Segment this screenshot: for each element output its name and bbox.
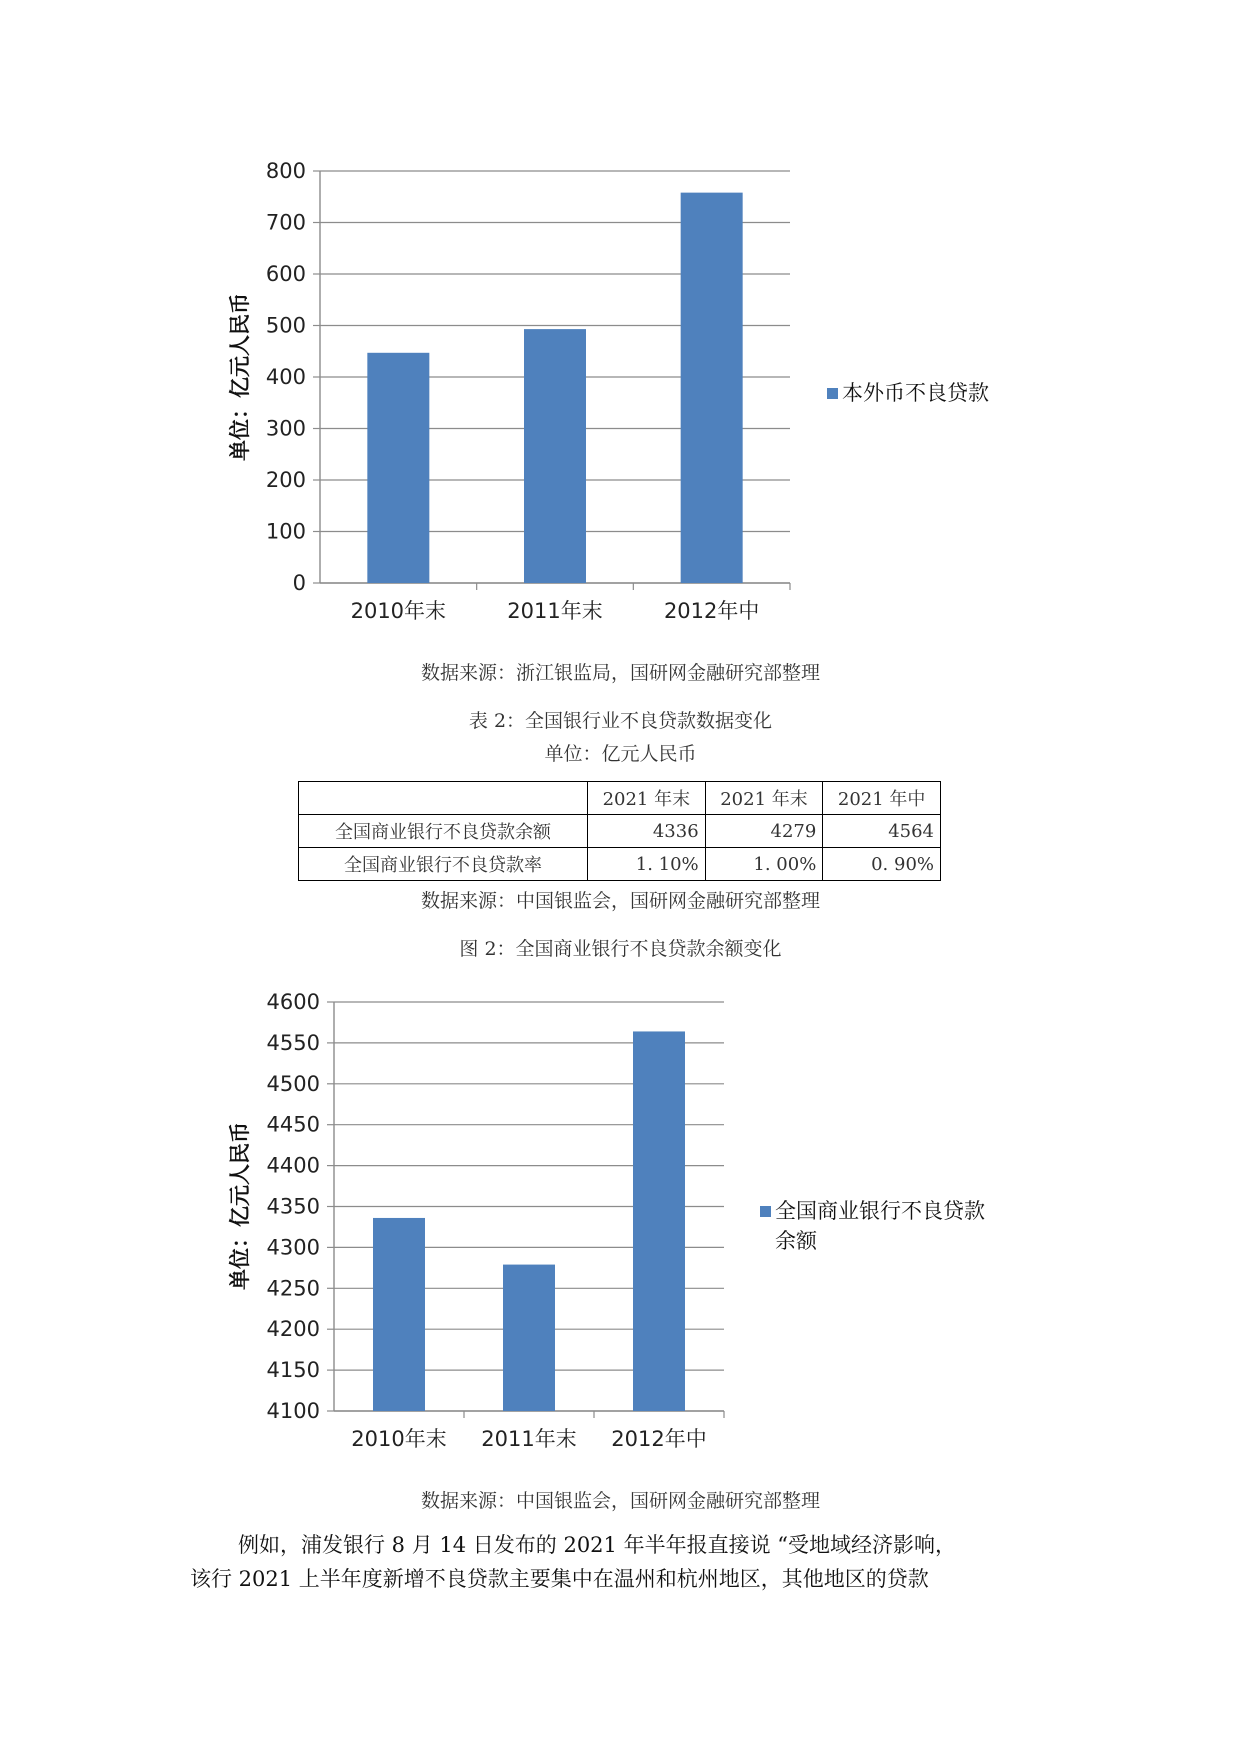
legend-label: 本外币不良贷款	[842, 381, 989, 405]
y-tick-label: 4150	[266, 1358, 320, 1383]
x-tick-label: 2010年末	[350, 599, 447, 623]
table-unit: 单位：亿元人民币	[544, 743, 697, 765]
x-tick-label: 2012年中	[611, 1427, 707, 1451]
x-tick-label: 2011年末	[507, 599, 603, 623]
y-tick-label: 400	[265, 365, 306, 389]
npl-chart-national	[0, 980, 1241, 1470]
legend-swatch	[760, 1206, 771, 1217]
chart1-source: 数据来源：浙江银监局，国研网金融研究部整理	[420, 662, 820, 684]
y-tick-label: 4450	[266, 1112, 320, 1137]
table-cell: 4564	[823, 815, 941, 848]
y-tick-label: 0	[292, 571, 306, 595]
npl-chart-zhejiang	[0, 0, 1241, 640]
legend-label: 余额	[775, 1229, 817, 1253]
bar	[367, 353, 429, 583]
y-axis-title: 单位：亿元人民币	[228, 293, 252, 461]
bar	[373, 1218, 425, 1411]
paragraph-line-1	[190, 1528, 1050, 1562]
table-header-col2: 2021 年末	[705, 782, 823, 815]
chart2-source: 数据来源：中国银监会，国研网金融研究部整理	[420, 1490, 820, 1512]
paragraph-line-1-text: 例如，浦发银行 8 月 14 日发布的 2021 年半年报直接说 “受地域经济影响，	[238, 1533, 956, 1557]
table-row-label: 全国商业银行不良贷款余额	[299, 815, 588, 848]
table-cell: 0. 90%	[823, 848, 941, 881]
y-tick-label: 4400	[266, 1153, 320, 1178]
y-tick-label: 4500	[266, 1071, 320, 1096]
table-header-blank	[299, 782, 588, 815]
table-cell: 4336	[588, 815, 706, 848]
bar	[524, 329, 586, 583]
table-row	[299, 848, 941, 881]
bar	[633, 1031, 685, 1411]
table-row-label: 全国商业银行不良贷款率	[299, 848, 588, 881]
y-tick-label: 800	[265, 159, 306, 183]
y-tick-label: 4100	[266, 1399, 320, 1423]
y-tick-label: 300	[265, 416, 306, 441]
legend-label: 全国商业银行不良贷款	[775, 1199, 985, 1223]
y-tick-label: 4350	[266, 1194, 320, 1219]
y-tick-label: 200	[265, 468, 306, 492]
table-header-row	[299, 782, 941, 815]
y-tick-label: 500	[265, 313, 306, 338]
y-tick-label: 4200	[266, 1317, 320, 1342]
y-tick-label: 4550	[266, 1030, 320, 1055]
x-tick-label: 2012年中	[663, 599, 760, 623]
body-paragraph	[190, 1528, 1050, 1596]
table-cell: 1. 10%	[588, 848, 706, 881]
table-header-col1: 2021 年末	[588, 782, 706, 815]
bar	[681, 193, 743, 583]
y-tick-label: 4300	[266, 1235, 320, 1260]
legend-swatch	[827, 388, 838, 399]
y-tick-label: 700	[265, 210, 306, 235]
y-tick-label: 4250	[266, 1276, 320, 1301]
bar	[503, 1265, 555, 1411]
table-source: 数据来源：中国银监会，国研网金融研究部整理	[420, 890, 820, 912]
figure2-title: 图 2：全国商业银行不良贷款余额变化	[459, 938, 782, 960]
table-header-col3: 2021 年中	[823, 782, 941, 815]
x-tick-label: 2011年末	[481, 1427, 577, 1451]
y-tick-label: 100	[265, 519, 306, 544]
npl-data-table	[298, 781, 941, 881]
y-axis-title: 单位：亿元人民币	[228, 1122, 252, 1290]
x-tick-label: 2010年末	[351, 1427, 447, 1451]
paragraph-line-2: 该行 2021 上半年度新增不良贷款主要集中在温州和杭州地区，其他地区的贷款	[190, 1567, 929, 1591]
table-cell: 4279	[705, 815, 823, 848]
table-row	[299, 815, 941, 848]
y-tick-label: 600	[265, 262, 306, 286]
table-title: 表 2：全国银行业不良贷款数据变化	[468, 710, 773, 732]
table-cell: 1. 00%	[705, 848, 823, 881]
y-tick-label: 4600	[266, 990, 320, 1014]
